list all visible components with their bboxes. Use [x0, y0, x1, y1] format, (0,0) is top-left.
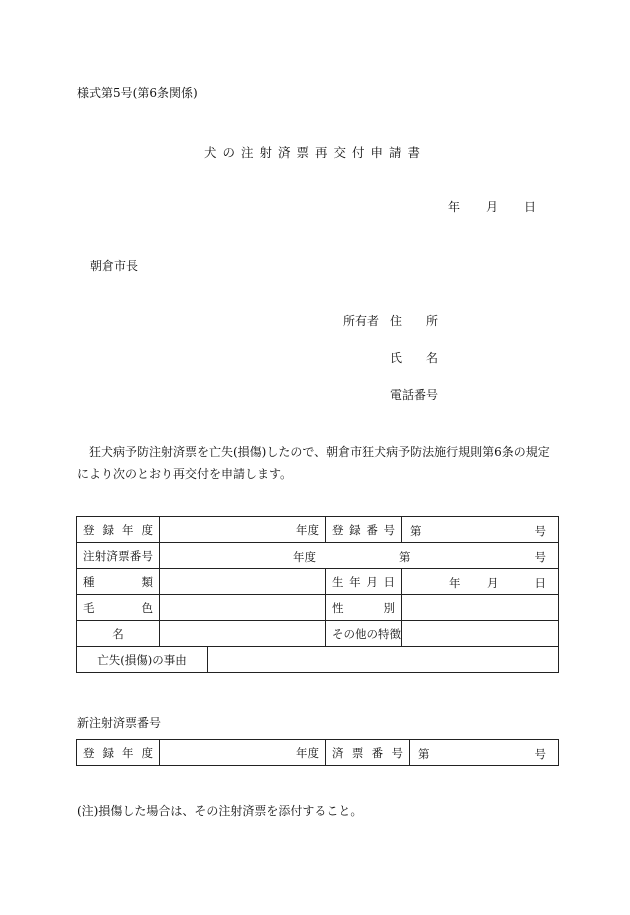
new-tag-table: [76, 739, 559, 766]
tag-no-prefix: 第: [399, 550, 411, 564]
loss-reason-field[interactable]: [208, 647, 559, 673]
table-row: [77, 517, 559, 543]
table-row: [77, 543, 559, 569]
new-tag-heading: 新注射済票番号: [77, 716, 162, 730]
dog-name-label: 名: [77, 621, 160, 647]
new-tag-no-field[interactable]: [410, 740, 559, 766]
table-row: [77, 621, 559, 647]
phone-label: 電話番号: [390, 388, 439, 402]
tag-year-unit: 年度: [293, 550, 316, 564]
reg-no-prefix: 第: [410, 524, 422, 538]
table-row: [77, 647, 559, 673]
dog-name-field[interactable]: [160, 621, 326, 647]
new-reg-year-label: 登録年度: [77, 740, 160, 766]
new-tag-no-label: 済票番号: [326, 740, 410, 766]
dog-info-table: [76, 516, 559, 673]
birth-year-label: 年: [449, 576, 461, 590]
breed-field[interactable]: [160, 569, 326, 595]
address-label: 住 所: [390, 314, 439, 328]
birthdate-label: 生年月日: [326, 569, 402, 595]
reg-year-field[interactable]: [160, 517, 326, 543]
owner-label: 所有者: [343, 314, 380, 328]
reg-no-label: 登録番号: [326, 517, 402, 543]
application-statement: 狂犬病予防注射済票を亡失(損傷)したので、朝倉市狂犬病予防法施行規則第6条の規定により次のとおり再交付を申請します。: [77, 445, 550, 481]
name-label: 氏 名: [390, 351, 439, 365]
table-row: [77, 595, 559, 621]
new-tag-no-prefix: 第: [418, 747, 430, 761]
addressee: 朝倉市長: [90, 259, 139, 273]
coat-color-field[interactable]: [160, 595, 326, 621]
document-title: 犬の注射済票再交付申請書: [203, 145, 426, 160]
attachment-note: (注)損傷した場合は、その注射済票を添付すること。: [77, 804, 363, 818]
new-reg-year-unit: 年度: [296, 745, 319, 760]
tag-no-label: 注射済票番号: [77, 543, 160, 569]
date-year-label: 年: [448, 200, 461, 214]
sex-label: 性別: [326, 595, 402, 621]
reg-no-field[interactable]: [402, 517, 559, 543]
reg-year-unit: 年度: [296, 522, 319, 537]
features-field[interactable]: [402, 621, 559, 647]
table-row: [77, 569, 559, 595]
birthdate-field[interactable]: [402, 569, 559, 595]
table-row: [77, 740, 559, 766]
birth-day-label: 日: [534, 576, 546, 590]
new-reg-year-field[interactable]: [160, 740, 326, 766]
form-number: 様式第5号(第6条関係): [77, 86, 198, 100]
reg-year-label: 登録年度: [77, 517, 160, 543]
sex-field[interactable]: [402, 595, 559, 621]
new-tag-no-suffix: 号: [534, 747, 546, 761]
birth-month-label: 月: [487, 576, 499, 590]
tag-no-suffix: 号: [534, 550, 546, 564]
breed-label: 種類: [77, 569, 160, 595]
features-label: その他の特徴: [326, 621, 402, 647]
date-line: [448, 198, 540, 214]
coat-color-label: 毛色: [77, 595, 160, 621]
loss-reason-label: 亡失(損傷)の事由: [77, 647, 208, 673]
reg-no-suffix: 号: [534, 524, 546, 538]
tag-no-field[interactable]: [160, 543, 559, 569]
date-day-label: 日: [524, 200, 537, 214]
date-month-label: 月: [486, 200, 499, 214]
